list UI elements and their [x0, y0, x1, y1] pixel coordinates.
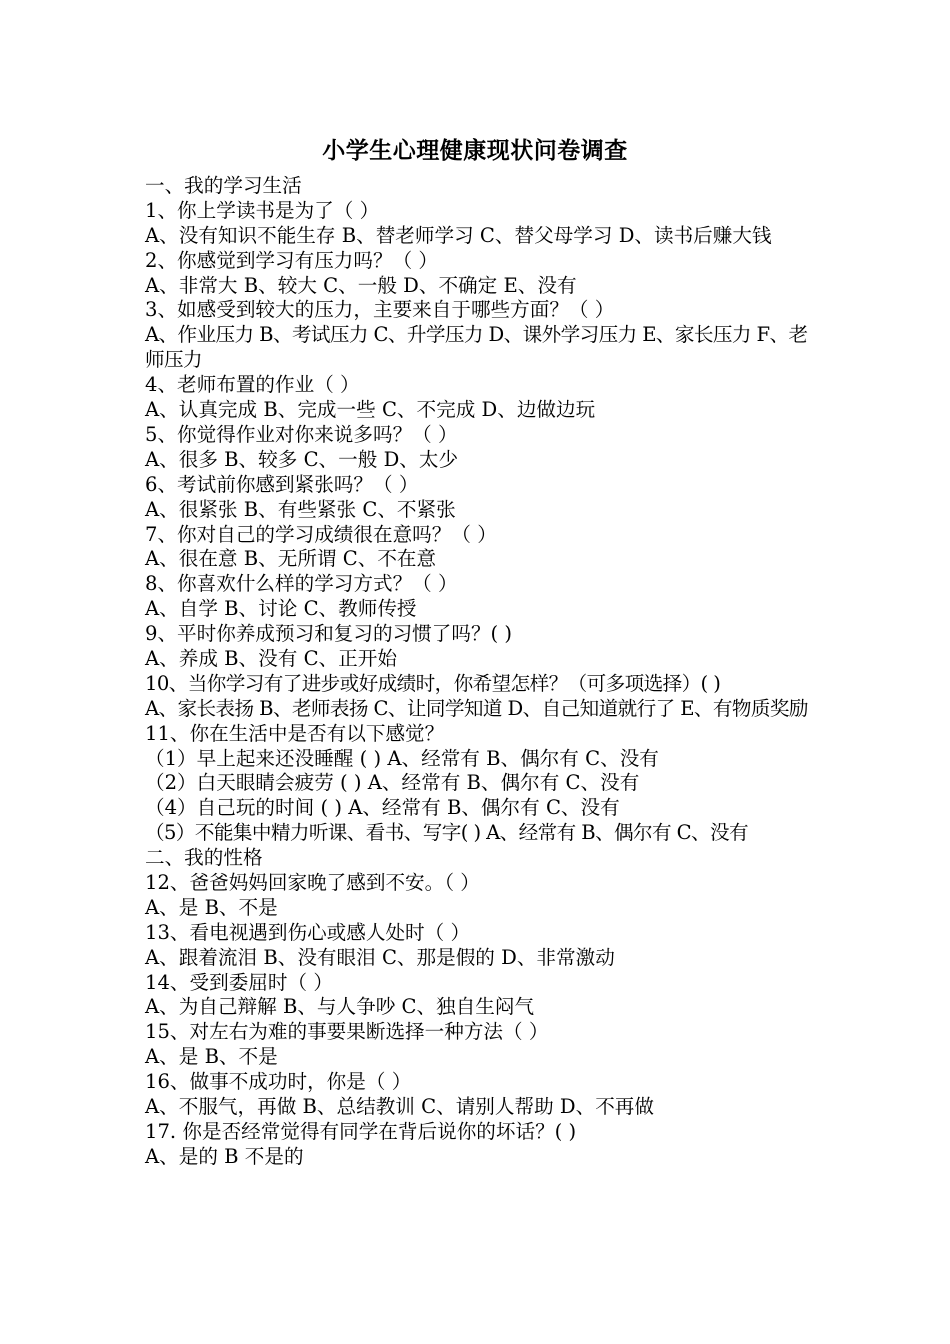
- answer-options: A、很紧张 B、有些紧张 C、不紧张: [145, 497, 456, 521]
- question-text: 9、平时你养成预习和复习的习惯了吗？( ): [145, 622, 513, 646]
- question-text: 15、对左右为难的事要果断选择一种方法（ ）: [145, 1020, 549, 1044]
- sub-question: （5）不能集中精力听课、看书、写字( ) A、经常有 B、偶尔有 C、没有: [145, 821, 749, 845]
- question-text: 4、老师布置的作业（ ）: [145, 373, 360, 397]
- sub-question: （2）白天眼睛会疲劳 ( ) A、经常有 B、偶尔有 C、没有: [145, 771, 640, 795]
- questionnaire-body: [145, 174, 810, 1170]
- question-text: 17. 你是否经常觉得有同学在背后说你的坏话？( ): [145, 1119, 577, 1143]
- sub-question: （4）自己玩的时间 ( ) A、经常有 B、偶尔有 C、没有: [145, 796, 620, 820]
- question-text: 10、当你学习有了进步或好成绩时，你希望怎样？（可多项选择）( ): [145, 671, 721, 695]
- question-text: 8、你喜欢什么样的学习方式？（ ）: [145, 572, 458, 596]
- question-text: 5、你觉得作业对你来说多吗？（ ）: [145, 422, 458, 446]
- answer-options: A、没有知识不能生存 B、替老师学习 C、替父母学习 D、读书后赚大钱: [145, 223, 772, 247]
- question-text: 12、爸爸妈妈回家晚了感到不安。（ ）: [145, 871, 480, 894]
- answer-options: A、认真完成 B、完成一些 C、不完成 D、边做边玩: [145, 398, 596, 422]
- answer-options: A、是 B、不是: [145, 895, 278, 919]
- question-text: 7、你对自己的学习成绩很在意吗？（ ）: [145, 522, 497, 546]
- question-text: 6、考试前你感到紧张吗？（ ）: [145, 472, 419, 496]
- answer-options: A、为自己辩解 B、与人争吵 C、独自生闷气: [145, 995, 535, 1019]
- question-text: 14、受到委屈时（ ）: [145, 970, 333, 994]
- question-text: 11、你在生活中是否有以下感觉？: [145, 721, 445, 745]
- answer-options: A、很多 B、较多 C、一般 D、太少: [145, 447, 459, 471]
- answer-options: A、很在意 B、无所谓 C、不在意: [145, 547, 437, 571]
- sub-question: （1）早上起来还没睡醒 ( ) A、经常有 B、偶尔有 C、没有: [145, 746, 659, 770]
- question-text: 3、如感受到较大的压力，主要来自于哪些方面？（ ）: [145, 298, 615, 322]
- section-heading: 一、我的学习生活: [145, 174, 302, 197]
- question-text: 2、你感觉到学习有压力吗？（ ）: [145, 248, 439, 272]
- answer-options: A、养成 B、没有 C、正开始: [145, 646, 397, 670]
- answer-options: A、是的 B 不是的: [145, 1144, 304, 1168]
- answer-options: A、非常大 B、较大 C、一般 D、不确定 E、没有: [145, 273, 577, 297]
- question-text: 1、你上学读书是为了（ ）: [145, 198, 380, 222]
- answer-options: A、作业压力 B、考试压力 C、升学压力 D、课外学习压力 E、家长压力 F、老师压力: [145, 323, 808, 372]
- answer-options: A、自学 B、讨论 C、教师传授: [145, 597, 417, 621]
- answer-options: A、是 B、不是: [145, 1045, 278, 1069]
- section-heading: 二、我的性格: [145, 846, 263, 870]
- document-title: 小学生心理健康现状问卷调查: [322, 138, 628, 164]
- question-text: 16、做事不成功时，你是（ ）: [145, 1070, 412, 1094]
- question-text: 13、看电视遇到伤心或感人处时（ ）: [145, 920, 471, 944]
- answer-options: A、不服气，再做 B、总结教训 C、请别人帮助 D、不再做: [145, 1095, 654, 1119]
- answer-options: A、跟着流泪 B、没有眼泪 C、那是假的 D、非常激动: [145, 945, 615, 969]
- answer-options: A、家长表扬 B、老师表扬 C、让同学知道 D、自己知道就行了 E、有物质奖励: [145, 696, 808, 720]
